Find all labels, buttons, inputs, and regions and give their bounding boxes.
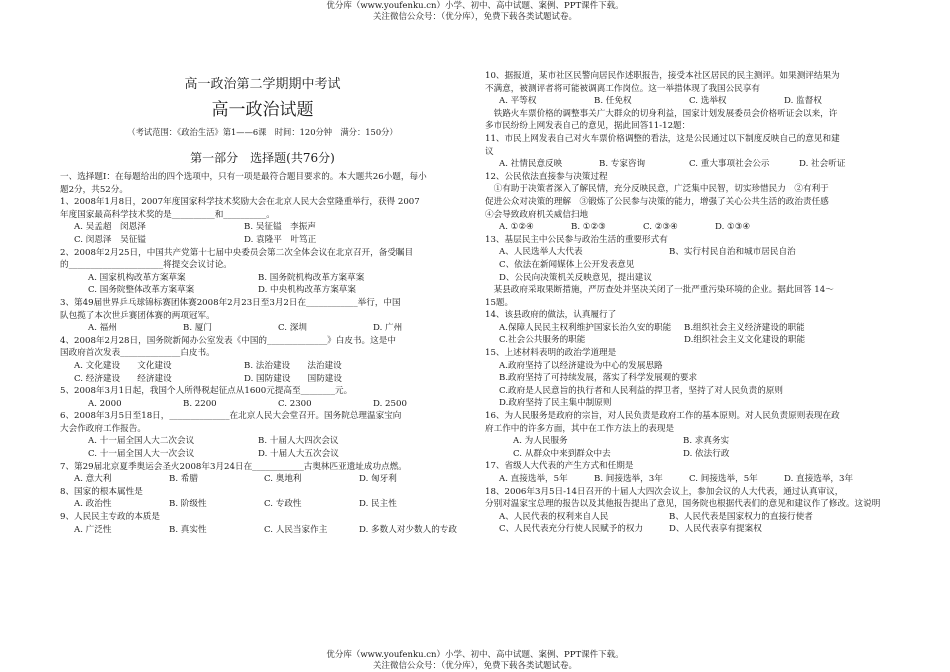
question-text: 17、省级人大代表的产生方式和任期是 (485, 461, 634, 472)
option: B. 间接选举，3年 (594, 474, 663, 484)
option: A. 政治性 (74, 499, 112, 510)
question-text: 5、2008年3月1日起，我国个人所得税起征点从1600元提高至________元。 (60, 386, 353, 397)
option-row (485, 158, 900, 171)
question-text: 16、为人民服务是政府的宗旨，对人民负责是政府工作的基本原则。对人民负责原则表现在政 (485, 411, 840, 422)
option-row (60, 473, 465, 486)
option-row (485, 322, 900, 335)
option: C. 闵恩泽 吴征镒 (74, 234, 146, 245)
instruction-line: 一、选择题Ⅰ：在每题给出的四个选项中，只有一项是最符合题目要求的。本大题共26小题，每小 (60, 172, 427, 182)
option: A. 平等权 (499, 96, 537, 107)
question-text: 3、第49届世界乒乓球锦标赛团体赛2008年2月23日至3月2日在____________举行，中国 (60, 297, 401, 308)
passage-text: 多市民纷纷上网发表自己的意见，据此回答11-12题： (485, 121, 691, 132)
option-row (485, 448, 900, 461)
option: B. 厦门 (183, 323, 212, 334)
option: D. 2500 (373, 398, 407, 409)
option: C. 选举权 (689, 96, 727, 107)
option-row (60, 234, 465, 247)
question-text: 15、上述材料表明的政治学道理是 (485, 348, 617, 359)
question-text: 促进公众对决策的理解 ③锻炼了公民参与决策的能力，增强了关心公共生活的政治责任感 (485, 196, 829, 207)
option-row (485, 473, 900, 486)
option: D. 匈牙利 (359, 474, 397, 485)
question-text: 18、2006年3月5日-14日召开的十届人大四次会议上，参加会议的人大代表，通过认真审议， (485, 486, 844, 497)
option: C、依法在新闻媒体上公开发表意见 (499, 259, 635, 270)
option: B. 阶级性 (169, 499, 207, 510)
option: A. 社情民意反映 (499, 159, 563, 170)
question-text: 1、2008年1月8日，2007年度国家科学技术奖励大会在北京人民大会堂隆重举行，获得 2007 (60, 197, 420, 208)
footer-line-1: 优分库（www.youfenku.cn）小学、初中、高中试题、案例、PPT课件下载。 (326, 650, 624, 660)
question-text: 的______________________将提交会议讨论。 (60, 260, 232, 271)
option-row (60, 435, 465, 448)
question-text: 12、公民依法直接参与决策过程 (485, 171, 608, 182)
option: A. 十一届全国人大二次会议 (88, 436, 195, 447)
option-row (60, 373, 465, 386)
option: C. 专政性 (264, 499, 302, 510)
option: B. 法治建设 法治建设 (244, 360, 342, 371)
option-row (60, 398, 465, 411)
question-text: 大会作政府工作报告。 (60, 423, 146, 434)
option: D. 社会听证 (799, 159, 846, 170)
option: A. 2000 (88, 398, 122, 409)
question-text: 4、2008年2月28日，国务院新闻办公室发表《中国的______________》白皮书。这是中 (60, 335, 396, 346)
option: A、人民选举人大代表 (499, 247, 583, 258)
header-line-2: 关注微信公众号：（优分库），免费下载各类试题试卷。 (372, 12, 577, 22)
option: B. 吴征镒 李振声 (244, 222, 316, 233)
option: B. 真实性 (169, 524, 207, 535)
option-row (485, 511, 900, 524)
page-footer (0, 650, 950, 672)
option-row (485, 435, 900, 448)
question-text: 8、国家的根本属性是 (60, 486, 143, 497)
question-text: 9、人民民主专政的本质是 (60, 512, 160, 523)
option: A. 广泛性 (74, 524, 112, 535)
question-text: 议 (485, 146, 494, 157)
option: D.政府坚持了民主集中制原则 (499, 398, 612, 409)
option: D. 中央机构改革方案草案 (258, 285, 356, 296)
option-row (60, 360, 465, 373)
option: A. 意大利 (74, 474, 112, 485)
option-row (60, 221, 465, 234)
option: C. 深圳 (278, 323, 307, 334)
option: D. 直接选举，3年 (784, 474, 854, 484)
instruction-line: 题2分，共52分。 (60, 184, 128, 195)
right-column (485, 70, 900, 536)
passage-text: 某县政府采取果断措施，严厉查处并坚决关闭了一批严重污染环境的企业。据此回答 14～ (485, 285, 834, 296)
option: B. 2200 (183, 398, 217, 409)
option: A. 福州 (88, 323, 117, 334)
exam-scope: （考试范围：《政治生活》第1——6课 时间：120分钟 满分：150分） (127, 127, 398, 137)
option: B.政府坚持了可持续发展，落实了科学发展观的要求 (499, 373, 698, 384)
option: C.社会公共服务的职能 (499, 335, 586, 346)
option: B. 求真务实 (683, 436, 730, 447)
option: D. 多数人对少数人的专政 (359, 524, 457, 535)
option: A. 文化建设 文化建设 (74, 360, 172, 371)
question-text: ④会导致政府机关威信扫地 (485, 209, 589, 220)
question-text: 7、第29届北京夏季奥运会圣火2008年3月24日在____________古奥林匹亚遗址成功点燃。 (60, 461, 407, 472)
option: C. 人民当家作主 (264, 524, 328, 535)
question-text: 6、2008年3月5日至18日，______________在北京人民大会堂召开。国务院总理温家宝向 (60, 411, 402, 422)
option: D、公民向决策机关反映意见，提出建议 (499, 272, 652, 283)
option-row (60, 272, 465, 285)
option: C. 十一届全国人大一次会议 (88, 449, 195, 460)
option: D、人民代表享有提案权 (669, 524, 762, 535)
option: D. 国防建设 国防建设 (244, 373, 342, 384)
option: A. 国家机构改革方案草案 (88, 272, 186, 283)
option: A. ①②④ (499, 222, 534, 233)
option: B. ①②③ (571, 222, 606, 233)
option: B. 十届人大四次会议 (258, 436, 339, 447)
option: C. ②③④ (643, 222, 678, 233)
passage-text: 15题。 (485, 297, 514, 308)
question-text: ①有助于决策者深入了解民情，充分反映民意，广泛集中民智，切实珍惜民力 ②有利于 (485, 184, 829, 195)
option-row (60, 284, 465, 297)
question-text: 14、该县政府的做法，认真履行了 (485, 310, 617, 321)
option: A.政府坚持了以经济建设为中心的发展思路 (499, 360, 663, 371)
option: A.保障人民民主权利维护国家长治久安的职能 (499, 322, 672, 333)
option: D. ①③④ (715, 222, 751, 233)
option: D. 依法行政 (683, 448, 730, 459)
option-row (60, 524, 465, 537)
option-row (60, 448, 465, 461)
option: C. 国务院整体改革方案草案 (88, 285, 195, 296)
exam-title: 高一政治第二学期期中考试 (184, 77, 341, 92)
option: A. 为人民服务 (513, 436, 568, 447)
question-text: 13、基层民主中公民参与政治生活的重要形式有 (485, 234, 668, 245)
left-column (60, 70, 465, 536)
option-row (485, 246, 900, 259)
option: D. 民主性 (359, 499, 397, 510)
question-text: 府工作中的许多方面，其中在工作方法上的表现是 (485, 423, 675, 434)
option-row (485, 523, 900, 536)
option: B、人民代表是国家权力的直接行使者 (669, 511, 813, 522)
exam-subtitle: 高一政治试题 (211, 100, 314, 120)
part-heading: 第一部分 选择题(共76分) (190, 151, 335, 165)
question-text: 2、2008年2月25日，中国共产党第十七届中央委员会第二次全体会议在北京召开，备受瞩目 (60, 247, 414, 258)
option: C. 从群众中来到群众中去 (513, 448, 611, 459)
option: D. 广州 (373, 323, 403, 334)
option: B. 专家咨询 (599, 159, 646, 170)
option: D. 监督权 (784, 96, 822, 107)
option: D. 十届人大五次会议 (258, 449, 339, 460)
option: B. 希腊 (169, 474, 198, 485)
option: B. 国务院机构改革方案草案 (258, 272, 365, 283)
option: C. 经济建设 经济建设 (74, 373, 172, 384)
option: A. 吴孟超 闵恩泽 (74, 222, 146, 233)
option: C. 间接选举，5年 (689, 474, 758, 484)
option: C.政府是人民意旨的执行者和人民利益的捍卫者，坚持了对人民负责的原则 (499, 385, 784, 396)
question-text: 10、据报道，某市社区民警向居民作述职报告，接受本社区居民的民主测评。如果测评结果为 (485, 71, 840, 81)
question-text: 国政府首次发表______________白皮书。 (60, 348, 215, 359)
option: B. 任免权 (594, 96, 632, 107)
option: A. 直接选举，5年 (499, 474, 568, 484)
header-line-1: 优分库（www.youfenku.cn）小学、初中、高中试题、案例、PPT课件下载。 (326, 1, 624, 11)
option-row (60, 322, 465, 335)
question-text: 年度国家最高科学技术奖的是__________和__________。 (60, 209, 275, 220)
option: C. 2300 (278, 398, 312, 409)
footer-line-2: 关注微信公众号：（优分库），免费下载各类试题试卷。 (372, 661, 577, 671)
question-text: 11、市民上网发表自己对火车票价格调整的看法，这是公民通过以下制度反映自己的意见和建 (485, 133, 840, 144)
option: D. 袁隆平 叶笃正 (244, 234, 317, 245)
page-header (0, 1, 950, 23)
passage-text: 铁路火车票价格的调整事关广大群众的切身利益，国家计划发展委员会价格听证会以来，许 (485, 108, 838, 119)
question-text: 分别对温家宝总理的报告以及其他报告提出了意见，国务院也根据代表们的意见和建议作了修改。这说明 (485, 499, 881, 510)
option: B.组织社会主义经济建设的职能 (684, 322, 805, 333)
option: C. 奥地利 (264, 474, 302, 485)
option: A、人民代表的权利来自人民 (499, 511, 609, 522)
option: B、实行村民自治和城市居民自治 (669, 247, 796, 258)
option-row (485, 334, 900, 347)
option: C. 重大事项社会公示 (689, 159, 770, 170)
option-row (485, 95, 900, 108)
option: C、人民代表充分行使人民赋予的权力 (499, 524, 644, 535)
question-text: 不满意，被测评者将可能被调离工作岗位。这一举措体现了我国公民享有 (485, 83, 761, 94)
option-row (60, 498, 465, 511)
option: D.组织社会主义文化建设的职能 (684, 335, 806, 346)
option-row (485, 221, 900, 234)
question-text: 队包揽了本次世乒赛团体赛的两项冠军。 (60, 310, 215, 321)
